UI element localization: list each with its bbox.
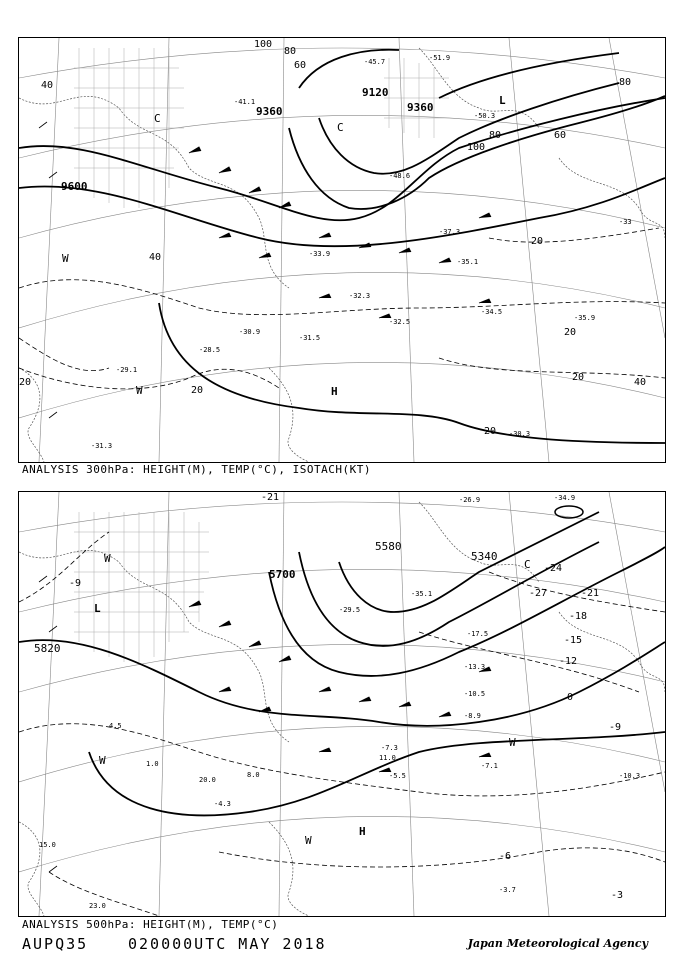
cold-marker: C bbox=[154, 112, 161, 125]
temp-value: -29.1 bbox=[116, 366, 138, 374]
temperature-label: 0 bbox=[567, 692, 574, 703]
coastlines bbox=[19, 502, 665, 916]
temp-value: 11.0 bbox=[379, 754, 396, 762]
height-contours bbox=[19, 50, 665, 443]
temp-value: 20.0 bbox=[199, 776, 216, 784]
graticule-lines bbox=[19, 38, 665, 462]
height-label: 5820 bbox=[34, 642, 61, 655]
map-500hpa bbox=[19, 492, 665, 916]
height-label: 9600 bbox=[61, 180, 88, 193]
graticule-lines bbox=[19, 492, 665, 916]
temp-value: -45.7 bbox=[364, 58, 386, 66]
warm-marker: W bbox=[62, 252, 69, 265]
temp-value: -32.5 bbox=[389, 318, 411, 326]
wind-barbs bbox=[39, 576, 491, 872]
coastlines bbox=[19, 48, 665, 462]
temp-value: -41.1 bbox=[234, 98, 256, 106]
wind-barbs bbox=[39, 122, 491, 418]
temp-value: -13.3 bbox=[464, 663, 486, 671]
cold-marker: C bbox=[337, 121, 344, 134]
height-label: 5340 bbox=[471, 550, 498, 563]
cold-marker: C bbox=[524, 558, 531, 571]
temperature-label: -21 bbox=[261, 492, 280, 503]
isotach-label: 100 bbox=[254, 39, 273, 50]
temp-value: -48.6 bbox=[389, 172, 411, 180]
height-label: 5580 bbox=[375, 540, 402, 553]
high-pressure-marker: H bbox=[331, 385, 338, 398]
temp-value: -34.9 bbox=[554, 494, 576, 502]
temperature-label: -9 bbox=[609, 722, 622, 733]
isotach-label: 80 bbox=[284, 46, 297, 57]
temperature-label: -27 bbox=[529, 588, 548, 599]
temperature-label: -15 bbox=[564, 635, 583, 646]
isotach-label: 80 bbox=[489, 130, 502, 141]
temp-value: -4.3 bbox=[214, 800, 231, 808]
temp-value: 8.0 bbox=[247, 771, 260, 779]
lower-panel-caption: ANALYSIS 500hPa: HEIGHT(M), TEMP(°C) bbox=[22, 918, 279, 931]
isotach-label: 20 bbox=[564, 327, 577, 338]
temp-value: -35.1 bbox=[457, 258, 479, 266]
isotach-label: 40 bbox=[149, 252, 162, 263]
temp-value: 1.0 bbox=[146, 760, 159, 768]
height-label: 9120 bbox=[362, 86, 389, 99]
temp-value: 15.0 bbox=[39, 841, 56, 849]
warm-marker: W bbox=[136, 384, 143, 397]
chart-500hpa bbox=[18, 491, 666, 917]
temp-value: -5.5 bbox=[389, 772, 406, 780]
temp-value: -10.5 bbox=[464, 690, 486, 698]
temp-value: -8.9 bbox=[464, 712, 481, 720]
valid-time: 020000UTC MAY 2018 bbox=[128, 935, 327, 953]
isotach-label: 20 bbox=[531, 236, 544, 247]
temp-value: -32.3 bbox=[349, 292, 371, 300]
temp-value: -26.9 bbox=[459, 496, 481, 504]
temp-value: -35.9 bbox=[574, 314, 596, 322]
temp-value: -10.3 bbox=[619, 772, 641, 780]
temp-value: -35.1 bbox=[411, 590, 433, 598]
isotach-label: 100 bbox=[467, 142, 486, 153]
low-pressure-marker: L bbox=[94, 602, 101, 615]
temperature-label: -9 bbox=[69, 578, 82, 589]
temp-value: -34.5 bbox=[481, 308, 503, 316]
temperature-label: -18 bbox=[569, 611, 588, 622]
isotach-label: 20 bbox=[572, 372, 585, 383]
temperature-label: -12 bbox=[559, 656, 578, 667]
isotach-label: 60 bbox=[294, 60, 307, 71]
temp-value: -7.1 bbox=[481, 762, 498, 770]
temp-value: -28.5 bbox=[199, 346, 221, 354]
temperature-label: -3 bbox=[611, 890, 624, 901]
chart-300hpa bbox=[18, 37, 666, 463]
isotach-label: 80 bbox=[619, 77, 632, 88]
warm-marker: W bbox=[509, 736, 516, 749]
temp-value: -30.3 bbox=[509, 430, 531, 438]
temperature-label: -24 bbox=[544, 563, 563, 574]
isotach-contours bbox=[19, 228, 665, 389]
height-label: 5700 bbox=[269, 568, 296, 581]
temp-value: -33.9 bbox=[309, 250, 331, 258]
temp-value: -31.5 bbox=[299, 334, 321, 342]
low-pressure-marker: L bbox=[499, 94, 506, 107]
map-300hpa bbox=[19, 38, 665, 462]
isotach-label: 40 bbox=[41, 80, 54, 91]
temp-value: -50.3 bbox=[474, 112, 496, 120]
warm-marker: W bbox=[305, 834, 312, 847]
isotach-label: 20 bbox=[191, 385, 204, 396]
closed-contour bbox=[555, 506, 583, 518]
temp-value: 23.0 bbox=[89, 902, 106, 910]
height-label: 9360 bbox=[256, 105, 283, 118]
temp-value: -7.3 bbox=[381, 744, 398, 752]
isotach-label: 20 bbox=[19, 377, 32, 388]
isotach-label: 40 bbox=[634, 377, 647, 388]
temp-value: -3.7 bbox=[499, 886, 516, 894]
temperature-label: -6 bbox=[499, 851, 512, 862]
height-label: 9360 bbox=[407, 101, 434, 114]
temp-value: -33 bbox=[619, 218, 632, 226]
temp-value: -31.3 bbox=[91, 442, 113, 450]
isotach-label: 20 bbox=[484, 426, 497, 437]
temperature-label: -21 bbox=[581, 588, 600, 599]
temp-value: -17.5 bbox=[467, 630, 489, 638]
isotach-label: 60 bbox=[554, 130, 567, 141]
jet-hatching bbox=[74, 48, 449, 208]
temp-value: 4.5 bbox=[109, 722, 122, 730]
warm-marker: W bbox=[99, 754, 106, 767]
temp-value: -30.9 bbox=[239, 328, 261, 336]
product-id: AUPQ35 bbox=[22, 935, 89, 953]
warm-marker: W bbox=[104, 552, 111, 565]
high-pressure-marker: H bbox=[359, 825, 366, 838]
temp-value: -29.5 bbox=[339, 606, 361, 614]
temp-value: -37.3 bbox=[439, 228, 461, 236]
temp-value: -51.9 bbox=[429, 54, 451, 62]
agency-name: Japan Meteorological Agency bbox=[467, 937, 648, 950]
upper-panel-caption: ANALYSIS 300hPa: HEIGHT(M), TEMP(°C), ISOTACH(KT) bbox=[22, 463, 372, 476]
